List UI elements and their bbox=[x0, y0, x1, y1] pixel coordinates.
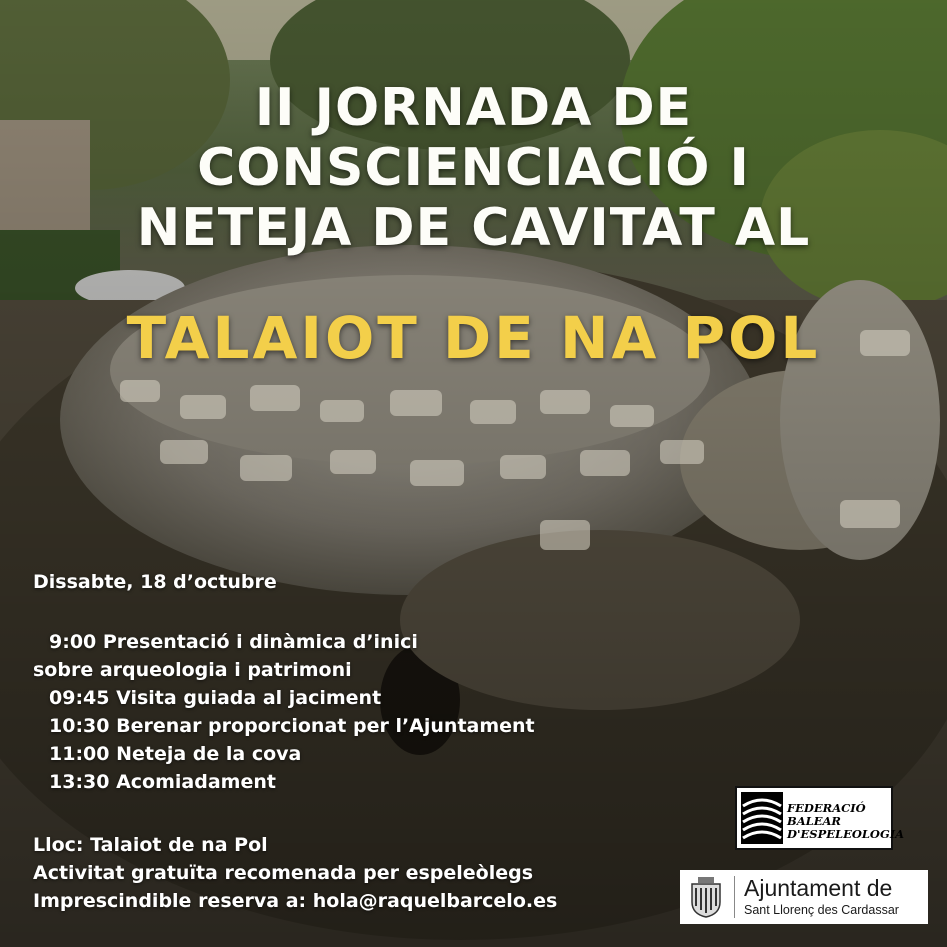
title-line-2: CONSCIENCIACIÓ I bbox=[197, 138, 750, 198]
activity-text: Activitat gratuïta recomenada per espeleòlegs bbox=[33, 862, 534, 884]
federacio-logo bbox=[735, 786, 905, 850]
municipal-shield-icon bbox=[686, 876, 726, 918]
schedule-item: 09:45 Visita guiada al jaciment bbox=[49, 687, 382, 709]
schedule-item: 10:30 Berenar proporcionat per l’Ajuntament bbox=[49, 715, 535, 737]
federacio-line-2: BALEAR bbox=[787, 814, 841, 828]
title-line-3: NETEJA DE CAVITAT AL bbox=[136, 198, 811, 258]
reservation-text: Imprescindible reserva a: hola@raquelbarcelo.es bbox=[33, 890, 558, 912]
schedule-item: 11:00 Neteja de la cova bbox=[49, 743, 302, 765]
place-text: Lloc: Talaiot de na Pol bbox=[33, 834, 268, 856]
ajuntament-line-1: Ajuntament de bbox=[744, 875, 893, 901]
cave-strata-icon bbox=[741, 792, 783, 844]
federacio-line-3: D'ESPELEOLOGIA bbox=[787, 827, 905, 841]
logo-separator bbox=[734, 876, 735, 918]
title-line-1: II JORNADA DE bbox=[254, 78, 693, 138]
ajuntament-logo bbox=[680, 870, 928, 924]
ajuntament-line-2: Sant Llorenç des Cardassar bbox=[744, 903, 899, 917]
federacio-line-1: FEDERACIÓ bbox=[787, 801, 866, 815]
schedule-item: 13:30 Acomiadament bbox=[49, 771, 276, 793]
schedule-item: sobre arqueologia i patrimoni bbox=[33, 659, 352, 681]
schedule-item: 9:00 Presentació i dinàmica d’inici bbox=[49, 631, 418, 653]
event-date: Dissabte, 18 d’octubre bbox=[33, 571, 277, 593]
title-highlight: TALAIOT DE NA POL bbox=[126, 304, 821, 372]
